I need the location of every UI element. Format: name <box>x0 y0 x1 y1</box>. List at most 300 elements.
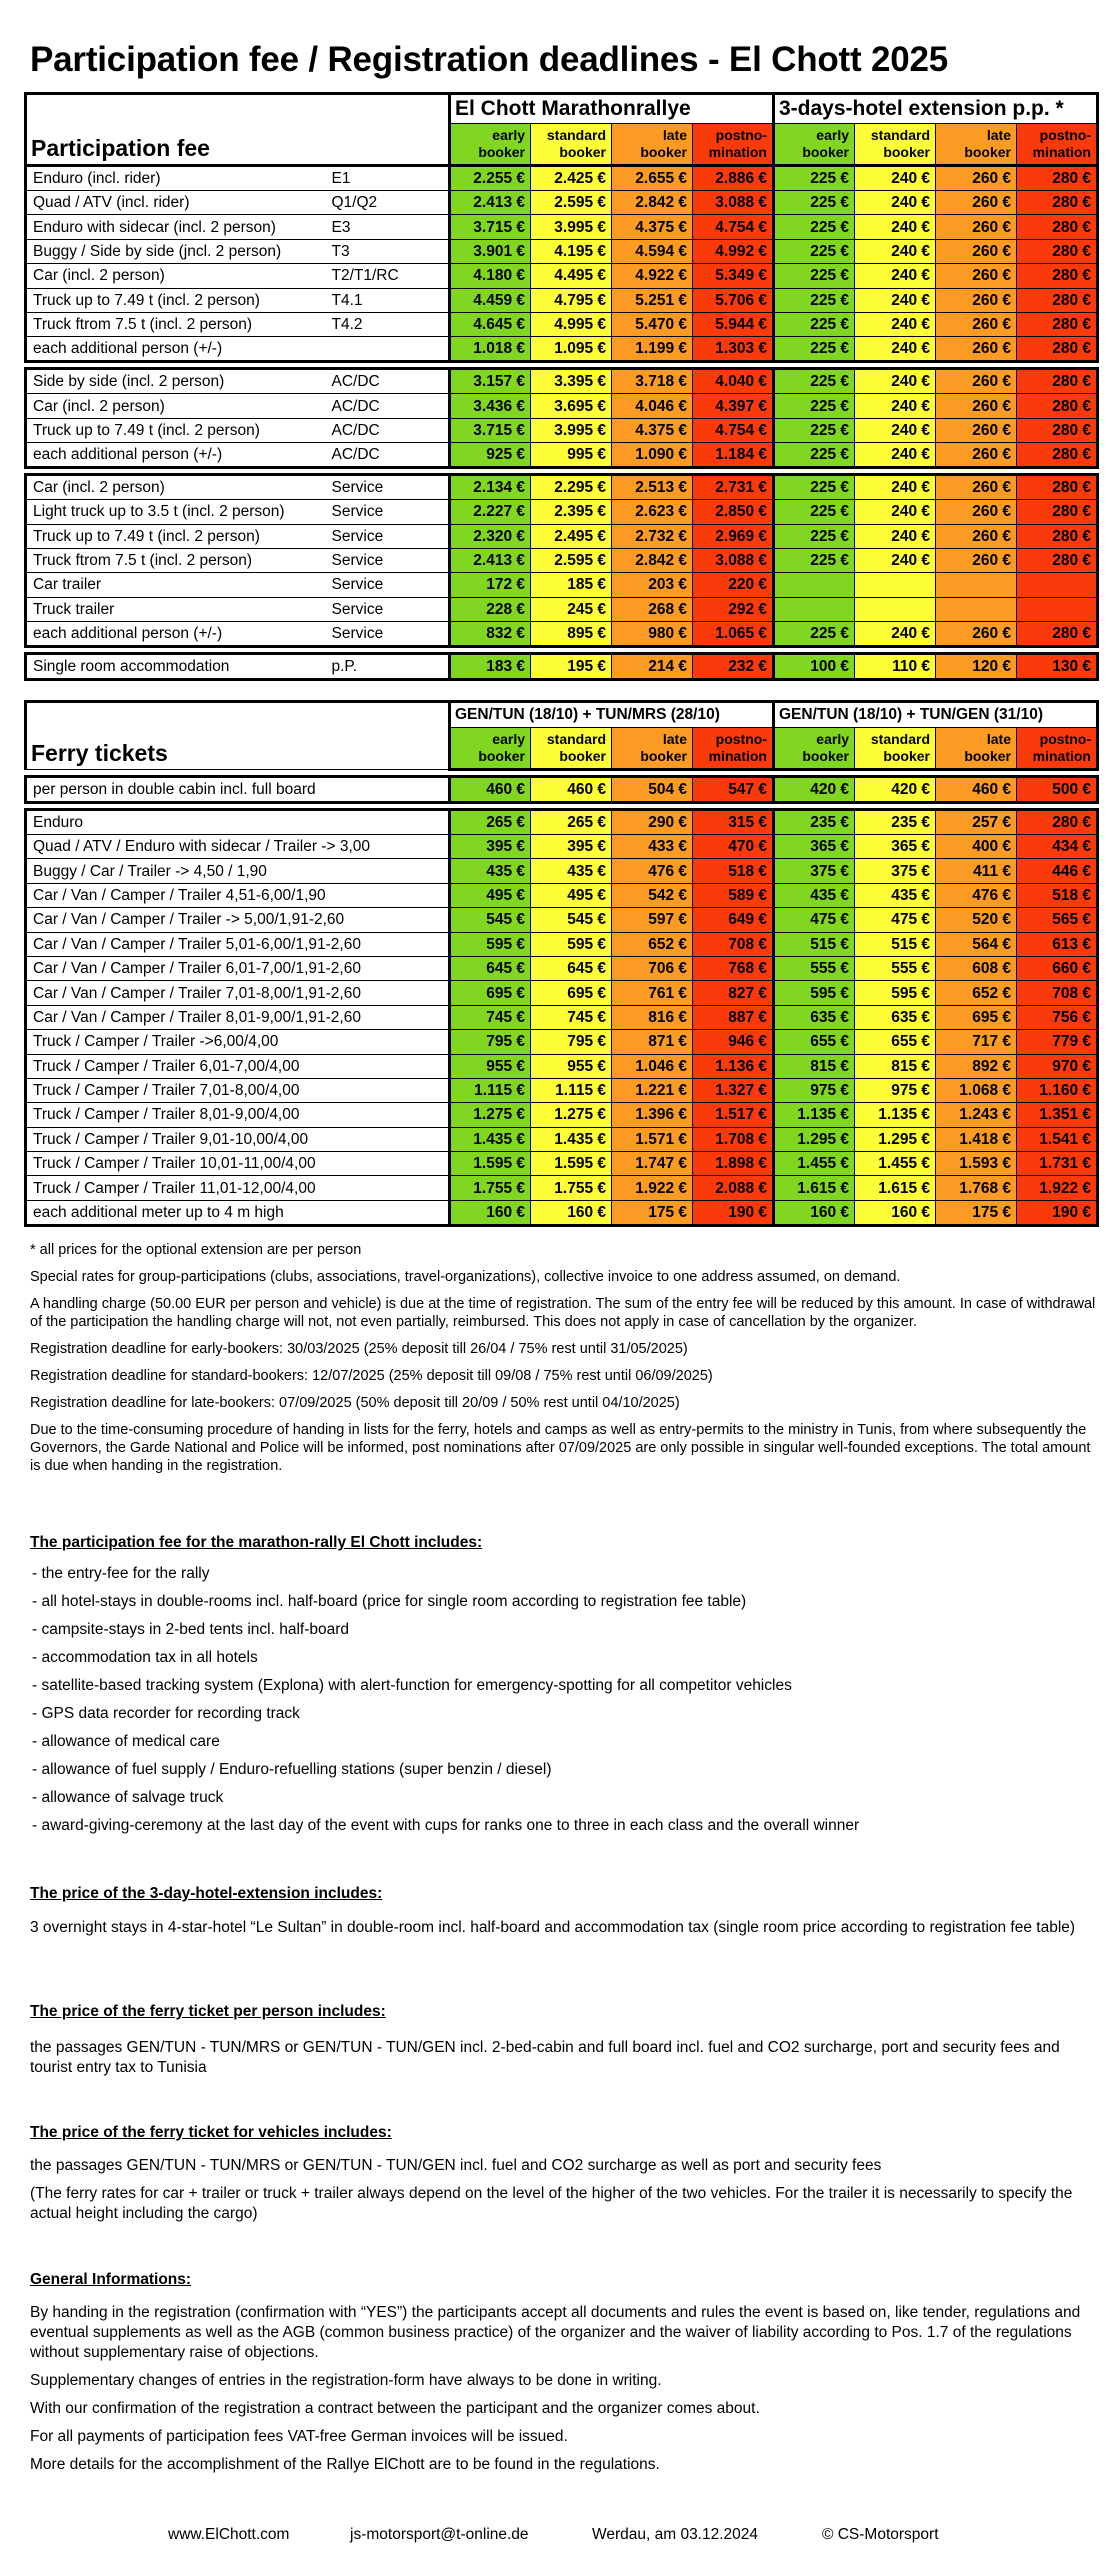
ferry-route-a-cell: 1.922 € <box>612 1176 693 1200</box>
hotel-fee-cell: 225 € <box>774 215 855 239</box>
hotel-fee-cell: 240 € <box>855 394 936 418</box>
fee-col-header <box>774 124 855 166</box>
hotel-fee-cell: 260 € <box>936 264 1017 288</box>
table-row <box>26 597 1098 621</box>
ferry-route-a-cell: 1.327 € <box>693 1078 774 1102</box>
ferry-route-b-cell: 375 € <box>774 859 855 883</box>
hotel-fee-cell: 100 € <box>774 654 855 680</box>
ferry-route-a-cell: 745 € <box>450 1005 531 1029</box>
includes-list <box>32 1560 859 1840</box>
table-row <box>26 1078 1098 1102</box>
ferry-route-a-cell: 816 € <box>612 1005 693 1029</box>
hotel-fee-cell: 240 € <box>855 524 936 548</box>
ferry-col-header <box>531 728 612 770</box>
list-item: - all hotel-stays in double-rooms incl. half-board (price for single room according to registration fee table) <box>32 1593 747 1610</box>
col-header-line: postno- <box>1039 127 1091 143</box>
rally-fee-cell: 245 € <box>531 597 612 621</box>
table-row <box>26 1103 1098 1127</box>
hotel-fee-cell: 280 € <box>1017 369 1098 394</box>
row-class: T4.2 <box>326 312 450 336</box>
ferry-route-b-header: GEN/TUN (18/10) + TUN/GEN (31/10) <box>774 702 1098 728</box>
ferry-tickets-table <box>24 700 1099 1227</box>
row-label: Truck / Camper / Trailer 11,01-12,00/4,00 <box>26 1176 450 1200</box>
ferry-person-heading: The price of the ferry ticket per person includes: <box>30 2003 386 2020</box>
hotel-fee-cell: 240 € <box>855 622 936 647</box>
footer-email-link[interactable]: js-motorsport@t-online.de <box>350 2526 529 2543</box>
ferry-route-b-cell: 1.068 € <box>936 1078 1017 1102</box>
ferry-route-a-cell: 1.115 € <box>450 1078 531 1102</box>
ferry-route-a-cell: 1.755 € <box>531 1176 612 1200</box>
rally-fee-cell: 4.594 € <box>612 239 693 263</box>
ferry-route-b-cell: 460 € <box>936 777 1017 803</box>
block-separator <box>26 362 1098 369</box>
col-header-line: booker <box>964 144 1011 160</box>
ferry-route-a-cell: 1.275 € <box>450 1103 531 1127</box>
col-header-line: late <box>986 731 1011 747</box>
ferry-route-a-cell: 460 € <box>531 777 612 803</box>
ferry-route-a-cell: 495 € <box>450 883 531 907</box>
ferry-col-header <box>1017 728 1098 770</box>
rally-fee-cell: 925 € <box>450 443 531 468</box>
row-label: each additional person (+/-) <box>26 443 326 468</box>
ferry-route-a-cell: 1.435 € <box>531 1127 612 1151</box>
ferry-route-a-cell: 745 € <box>531 1005 612 1029</box>
row-class: Service <box>326 475 450 500</box>
table-row <box>26 337 1098 362</box>
hotel-fee-cell: 240 € <box>855 548 936 572</box>
col-header-line: booker <box>964 748 1011 764</box>
hotel-fee-cell: 225 € <box>774 443 855 468</box>
ferry-route-b-cell: 160 € <box>774 1200 855 1225</box>
table-row <box>26 548 1098 572</box>
hotel-fee-cell <box>936 573 1017 597</box>
hotel-fee-cell: 280 € <box>1017 191 1098 215</box>
list-item: - accommodation tax in all hotels <box>32 1649 258 1666</box>
ferry-route-b-cell: 520 € <box>936 908 1017 932</box>
row-class: Service <box>326 548 450 572</box>
table-row <box>26 166 1098 191</box>
table-row <box>26 810 1098 835</box>
general-info-text <box>30 2303 1090 2483</box>
ferry-tickets-heading: Ferry tickets <box>26 702 450 770</box>
hotel-fee-cell: 260 € <box>936 239 1017 263</box>
ferry-route-b-cell: 365 € <box>855 835 936 859</box>
ferry-route-a-cell: 395 € <box>531 835 612 859</box>
col-header-line: booker <box>640 748 687 764</box>
rally-fee-cell: 2.842 € <box>612 548 693 572</box>
row-label: Truck / Camper / Trailer 6,01-7,00/4,00 <box>26 1054 450 1078</box>
row-label: Truck up to 7.49 t (incl. 2 person) <box>26 524 326 548</box>
row-label: Car (incl. 2 person) <box>26 475 326 500</box>
ferry-route-b-cell: 365 € <box>774 835 855 859</box>
block-separator <box>26 770 1098 777</box>
rally-fee-cell: 2.655 € <box>612 166 693 191</box>
footer-copyright: © CS-Motorsport <box>822 2526 939 2543</box>
table-row <box>26 932 1098 956</box>
table-row <box>26 239 1098 263</box>
col-header-line: standard <box>546 731 606 747</box>
row-label: Truck / Camper / Trailer 8,01-9,00/4,00 <box>26 1103 450 1127</box>
ferry-route-a-cell: 1.396 € <box>612 1103 693 1127</box>
hotel-fee-cell: 225 € <box>774 239 855 263</box>
hotel-fee-cell: 280 € <box>1017 524 1098 548</box>
row-label: Car (incl. 2 person) <box>26 394 326 418</box>
ferry-route-a-cell: 1.136 € <box>693 1054 774 1078</box>
ferry-route-b-cell: 518 € <box>1017 883 1098 907</box>
rally-fee-cell: 5.251 € <box>612 288 693 312</box>
row-label: Car / Van / Camper / Trailer -> 5,00/1,91-2,60 <box>26 908 450 932</box>
general-info-paragraph: By handing in the registration (confirmation with “YES”) the participants accept all documents and rules the event is based on, like tender, regulations and eventual supplements as well as the AGB (common business practice) of the organizer and the waiver of liability according to Pos. 1.7 of the regulations without supplementary raise of objections. <box>30 2304 1081 2361</box>
row-label: each additional meter up to 4 m high <box>26 1200 450 1225</box>
ferry-route-b-cell: 717 € <box>936 1030 1017 1054</box>
ferry-route-b-cell: 564 € <box>936 932 1017 956</box>
rally-fee-cell: 995 € <box>531 443 612 468</box>
table-row <box>26 1152 1098 1176</box>
block-separator <box>26 468 1098 475</box>
ferry-route-a-cell: 1.221 € <box>612 1078 693 1102</box>
rally-fee-cell: 2.732 € <box>612 524 693 548</box>
rally-fee-cell: 4.397 € <box>693 394 774 418</box>
rally-fee-cell: 4.645 € <box>450 312 531 336</box>
rally-fee-cell: 2.969 € <box>693 524 774 548</box>
table-row <box>26 956 1098 980</box>
ferry-route-b-cell: 892 € <box>936 1054 1017 1078</box>
ferry-route-b-cell: 420 € <box>855 777 936 803</box>
row-label: Buggy / Side by side (jncl. 2 person) <box>26 239 326 263</box>
note-group-rates: Special rates for group-participations (clubs, associations, travel-organizations), collective invoice to one address assumed, on demand. <box>30 1269 901 1285</box>
col-header-line: standard <box>870 731 930 747</box>
ferry-route-b-cell: 708 € <box>1017 981 1098 1005</box>
hotel-fee-cell: 280 € <box>1017 418 1098 442</box>
ferry-route-a-cell: 768 € <box>693 956 774 980</box>
rally-fee-cell: 2.886 € <box>693 166 774 191</box>
ferry-route-a-cell: 504 € <box>612 777 693 803</box>
hotel-fee-cell: 260 € <box>936 524 1017 548</box>
row-label: Truck up to 7.49 t (incl. 2 person) <box>26 418 326 442</box>
table-row <box>26 500 1098 524</box>
row-class: AC/DC <box>326 394 450 418</box>
fee-col-header <box>936 124 1017 166</box>
rally-fee-cell: 980 € <box>612 622 693 647</box>
ferry-route-a-cell: 955 € <box>531 1054 612 1078</box>
hotel-fee-cell: 225 € <box>774 548 855 572</box>
row-class: Q1/Q2 <box>326 191 450 215</box>
col-header-line: booker <box>478 144 525 160</box>
rally-fee-cell: 2.134 € <box>450 475 531 500</box>
list-item: - the entry-fee for the rally <box>32 1565 210 1582</box>
rally-fee-cell: 3.436 € <box>450 394 531 418</box>
rally-fee-cell: 1.184 € <box>693 443 774 468</box>
rally-fee-cell: 232 € <box>693 654 774 680</box>
rally-fee-cell: 1.090 € <box>612 443 693 468</box>
ferry-route-b-cell: 1.615 € <box>855 1176 936 1200</box>
general-info-paragraph: For all payments of participation fees VAT-free German invoices will be issued. <box>30 2428 568 2445</box>
general-info-heading: General Informations: <box>30 2271 192 2288</box>
hotel-fee-cell: 225 € <box>774 394 855 418</box>
rally-fee-cell: 4.459 € <box>450 288 531 312</box>
ferry-route-b-cell: 1.455 € <box>855 1152 936 1176</box>
row-class: Service <box>326 524 450 548</box>
table-row <box>26 191 1098 215</box>
hotel-fee-cell: 280 € <box>1017 166 1098 191</box>
ferry-route-a-cell: 589 € <box>693 883 774 907</box>
ferry-route-b-cell: 411 € <box>936 859 1017 883</box>
ferry-route-a-cell: 708 € <box>693 932 774 956</box>
ferry-route-b-cell: 475 € <box>855 908 936 932</box>
ferry-route-a-cell: 433 € <box>612 835 693 859</box>
ferry-route-b-cell: 975 € <box>855 1078 936 1102</box>
row-class: Service <box>326 573 450 597</box>
hotel-fee-cell: 260 € <box>936 500 1017 524</box>
table-row <box>26 1005 1098 1029</box>
col-header-line: standard <box>546 127 606 143</box>
hotel-fee-cell: 240 € <box>855 264 936 288</box>
ferry-route-b-cell: 1.922 € <box>1017 1176 1098 1200</box>
table-row <box>26 443 1098 468</box>
note-deadline-standard: Registration deadline for standard-bookers: 12/07/2025 (25% deposit till 09/08 / 75% rest until 06/09/2025) <box>30 1368 713 1384</box>
rally-fee-cell: 3.695 € <box>531 394 612 418</box>
list-item: - allowance of medical care <box>32 1733 220 1750</box>
col-header-line: booker <box>883 748 930 764</box>
hotel-fee-cell: 280 € <box>1017 337 1098 362</box>
rally-fee-cell: 1.065 € <box>693 622 774 647</box>
hotel-fee-cell: 260 € <box>936 418 1017 442</box>
row-class <box>326 337 450 362</box>
ferry-route-b-cell: 475 € <box>774 908 855 932</box>
ferry-person-text <box>30 2038 1090 2086</box>
rally-fee-cell: 183 € <box>450 654 531 680</box>
rally-fee-cell: 2.255 € <box>450 166 531 191</box>
rally-fee-cell: 4.754 € <box>693 418 774 442</box>
hotel-fee-cell: 225 € <box>774 475 855 500</box>
hotel-fee-cell: 240 € <box>855 166 936 191</box>
rally-fee-cell: 3.901 € <box>450 239 531 263</box>
ferry-route-a-cell: 1.595 € <box>531 1152 612 1176</box>
hotel-fee-cell: 260 € <box>936 622 1017 647</box>
table-row <box>26 654 1098 680</box>
ferry-route-b-cell: 435 € <box>774 883 855 907</box>
row-label: Car trailer <box>26 573 326 597</box>
col-header-line: mination <box>708 748 767 764</box>
table-row <box>26 835 1098 859</box>
ferry-route-b-cell: 815 € <box>855 1054 936 1078</box>
participation-fee-heading: Participation fee <box>26 94 450 166</box>
ferry-vehicle-note: (The ferry rates for car + trailer or truck + trailer always depend on the level of the higher of the two vehicles. For the trailer it is necessarily to specify the actual height including the cargo) <box>30 2185 1073 2222</box>
row-label: Car / Van / Camper / Trailer 6,01-7,00/1,91-2,60 <box>26 956 450 980</box>
row-label: each additional person (+/-) <box>26 622 326 647</box>
ferry-route-b-cell: 235 € <box>855 810 936 835</box>
ferry-route-a-cell: 652 € <box>612 932 693 956</box>
ferry-vehicle-heading: The price of the ferry ticket for vehicles includes: <box>30 2124 392 2141</box>
row-class: p.P. <box>326 654 450 680</box>
table-row <box>26 981 1098 1005</box>
ferry-route-b-cell: 655 € <box>855 1030 936 1054</box>
hotel-fee-cell: 225 € <box>774 337 855 362</box>
ferry-route-b-cell: 613 € <box>1017 932 1098 956</box>
row-class: Service <box>326 622 450 647</box>
rally-fee-cell: 220 € <box>693 573 774 597</box>
row-label: Car / Van / Camper / Trailer 5,01-6,00/1,91-2,60 <box>26 932 450 956</box>
hotel-fee-cell: 280 € <box>1017 622 1098 647</box>
ferry-route-a-cell: 435 € <box>450 859 531 883</box>
ferry-route-a-cell: 795 € <box>531 1030 612 1054</box>
ferry-route-a-cell: 290 € <box>612 810 693 835</box>
col-header-line: postno- <box>715 731 767 747</box>
ferry-col-header <box>450 728 531 770</box>
ferry-col-header <box>855 728 936 770</box>
rally-fee-cell: 3.088 € <box>693 191 774 215</box>
rally-fee-cell: 4.995 € <box>531 312 612 336</box>
hotel-fee-cell: 120 € <box>936 654 1017 680</box>
ferry-route-a-cell: 761 € <box>612 981 693 1005</box>
row-label: Light truck up to 3.5 t (incl. 2 person) <box>26 500 326 524</box>
ferry-route-b-cell: 655 € <box>774 1030 855 1054</box>
note-deadline-early: Registration deadline for early-bookers: 30/03/2025 (25% deposit till 26/04 / 75% rest until 31/05/2025) <box>30 1341 688 1357</box>
rally-fee-cell: 4.040 € <box>693 369 774 394</box>
rally-fee-cell: 268 € <box>612 597 693 621</box>
ferry-route-a-cell: 495 € <box>531 883 612 907</box>
ferry-route-a-cell: 1.275 € <box>531 1103 612 1127</box>
table-row <box>26 908 1098 932</box>
col-header-line: late <box>662 731 687 747</box>
row-class: T4.1 <box>326 288 450 312</box>
hotel-extension-heading: The price of the 3-day-hotel-extension includes: <box>30 1885 383 1902</box>
row-label: Car / Van / Camper / Trailer 8,01-9,00/1,91-2,60 <box>26 1005 450 1029</box>
rally-fee-cell: 172 € <box>450 573 531 597</box>
list-item: - campsite-stays in 2-bed tents incl. half-board <box>32 1621 350 1638</box>
note-deadline-late: Registration deadline for late-bookers: 07/09/2025 (50% deposit till 20/09 / 50% rest until 04/10/2025) <box>30 1395 680 1411</box>
table-row <box>26 288 1098 312</box>
ferry-route-a-cell: 460 € <box>450 777 531 803</box>
ferry-route-a-cell: 1.115 € <box>531 1078 612 1102</box>
row-label: Truck ftrom 7.5 t (incl. 2 person) <box>26 312 326 336</box>
ferry-route-b-cell: 500 € <box>1017 777 1098 803</box>
fee-col-header <box>693 124 774 166</box>
rally-fee-cell: 3.157 € <box>450 369 531 394</box>
ferry-route-a-cell: 315 € <box>693 810 774 835</box>
ferry-col-header <box>612 728 693 770</box>
table-row <box>26 883 1098 907</box>
hotel-fee-cell: 225 € <box>774 312 855 336</box>
hotel-fee-cell: 225 € <box>774 288 855 312</box>
rally-fee-cell: 4.754 € <box>693 215 774 239</box>
hotel-fee-cell: 280 € <box>1017 288 1098 312</box>
ferry-route-b-cell: 975 € <box>774 1078 855 1102</box>
table-row <box>26 1127 1098 1151</box>
row-class: Service <box>326 500 450 524</box>
row-class: E1 <box>326 166 450 191</box>
note-handling-charge: A handling charge (50.00 EUR per person and vehicle) is due at the time of registration. The sum of the entry fee will be reduced by this amount. In case of withdrawal of the participation the handling charge will not, not even partially, reimbursed. This does not apply in case of cancellation by the organizer. <box>30 1296 1096 1330</box>
rally-fee-cell: 3.715 € <box>450 418 531 442</box>
hotel-fee-cell: 280 € <box>1017 475 1098 500</box>
hotel-fee-cell: 280 € <box>1017 500 1098 524</box>
row-class: T2/T1/RC <box>326 264 450 288</box>
general-info-paragraph: More details for the accomplishment of the Rallye ElChott are to be found in the regulations. <box>30 2456 660 2473</box>
ferry-route-b-cell: 1.351 € <box>1017 1103 1098 1127</box>
fee-col-header <box>531 124 612 166</box>
row-class: AC/DC <box>326 418 450 442</box>
rally-fee-cell: 4.375 € <box>612 215 693 239</box>
footer-website-link[interactable]: www.ElChott.com <box>168 2526 290 2543</box>
rally-fee-cell: 4.795 € <box>531 288 612 312</box>
participation-fee-table <box>24 92 1099 681</box>
row-label: Truck / Camper / Trailer 7,01-8,00/4,00 <box>26 1078 450 1102</box>
col-header-line: mination <box>1032 748 1091 764</box>
row-label: Side by side (incl. 2 person) <box>26 369 326 394</box>
hotel-fee-cell: 260 € <box>936 394 1017 418</box>
rally-fee-cell: 4.992 € <box>693 239 774 263</box>
hotel-fee-cell: 280 € <box>1017 239 1098 263</box>
ferry-route-a-cell: 395 € <box>450 835 531 859</box>
row-class: T3 <box>326 239 450 263</box>
row-label: Truck up to 7.49 t (incl. 2 person) <box>26 288 326 312</box>
col-header-line: booker <box>559 748 606 764</box>
rally-fee-cell: 5.706 € <box>693 288 774 312</box>
ferry-route-a-cell: 1.435 € <box>450 1127 531 1151</box>
col-header-line: early <box>816 127 849 143</box>
col-header-line: booker <box>478 748 525 764</box>
ferry-route-b-cell: 190 € <box>1017 1200 1098 1225</box>
ferry-route-a-cell: 887 € <box>693 1005 774 1029</box>
table-row <box>26 312 1098 336</box>
ferry-vehicle-text <box>30 2156 1090 2232</box>
col-header-line: booker <box>802 144 849 160</box>
hotel-fee-cell: 260 € <box>936 369 1017 394</box>
rally-fee-cell: 2.227 € <box>450 500 531 524</box>
hotel-fee-cell: 240 € <box>855 215 936 239</box>
ferry-route-a-cell: 1.898 € <box>693 1152 774 1176</box>
ferry-route-b-cell: 756 € <box>1017 1005 1098 1029</box>
note-post-nominations: Due to the time-consuming procedure of handing in lists for the ferry, hotels and camps as well as entry-permits to the ministry in Tunis, from where subsequently the Governors, the Garde National and Police will be informed, post nominations after 07/09/2025 are only possible in singular well-founded exceptions. The total amount is due when handing in the registration. <box>30 1422 1091 1474</box>
hotel-fee-cell: 225 € <box>774 166 855 191</box>
col-header-line: booker <box>640 144 687 160</box>
ferry-route-b-cell: 555 € <box>774 956 855 980</box>
col-header-line: standard <box>870 127 930 143</box>
hotel-fee-cell: 240 € <box>855 500 936 524</box>
ferry-route-b-cell: 1.295 € <box>774 1127 855 1151</box>
row-label: Enduro with sidecar (incl. 2 person) <box>26 215 326 239</box>
ferry-route-a-cell: 542 € <box>612 883 693 907</box>
hotel-fee-cell: 240 € <box>855 369 936 394</box>
hotel-fee-cell <box>1017 573 1098 597</box>
col-header-line: booker <box>802 748 849 764</box>
ferry-route-b-cell: 435 € <box>855 883 936 907</box>
ferry-route-b-cell: 1.418 € <box>936 1127 1017 1151</box>
rally-fee-cell: 4.375 € <box>612 418 693 442</box>
ferry-route-a-cell: 545 € <box>531 908 612 932</box>
ferry-route-a-cell: 649 € <box>693 908 774 932</box>
general-info-paragraph: With our confirmation of the registration a contract between the participant and the organizer comes about. <box>30 2400 760 2417</box>
ferry-route-a-cell: 175 € <box>612 1200 693 1225</box>
ferry-route-a-cell: 476 € <box>612 859 693 883</box>
hotel-fee-cell: 240 € <box>855 288 936 312</box>
ferry-route-a-cell: 1.755 € <box>450 1176 531 1200</box>
hotel-fee-cell: 240 € <box>855 418 936 442</box>
row-label: Enduro <box>26 810 450 835</box>
hotel-fee-cell: 280 € <box>1017 264 1098 288</box>
ferry-route-b-cell: 970 € <box>1017 1054 1098 1078</box>
row-label: Truck / Camper / Trailer 9,01-10,00/4,00 <box>26 1127 450 1151</box>
hotel-fee-cell: 240 € <box>855 443 936 468</box>
hotel-fee-cell: 225 € <box>774 191 855 215</box>
hotel-extension-text <box>30 1918 1090 1946</box>
rally-fee-cell: 5.944 € <box>693 312 774 336</box>
ferry-col-header <box>774 728 855 770</box>
table-row <box>26 622 1098 647</box>
ferry-route-a-cell: 1.747 € <box>612 1152 693 1176</box>
ferry-route-a-cell: 827 € <box>693 981 774 1005</box>
ferry-route-b-cell: 815 € <box>774 1054 855 1078</box>
